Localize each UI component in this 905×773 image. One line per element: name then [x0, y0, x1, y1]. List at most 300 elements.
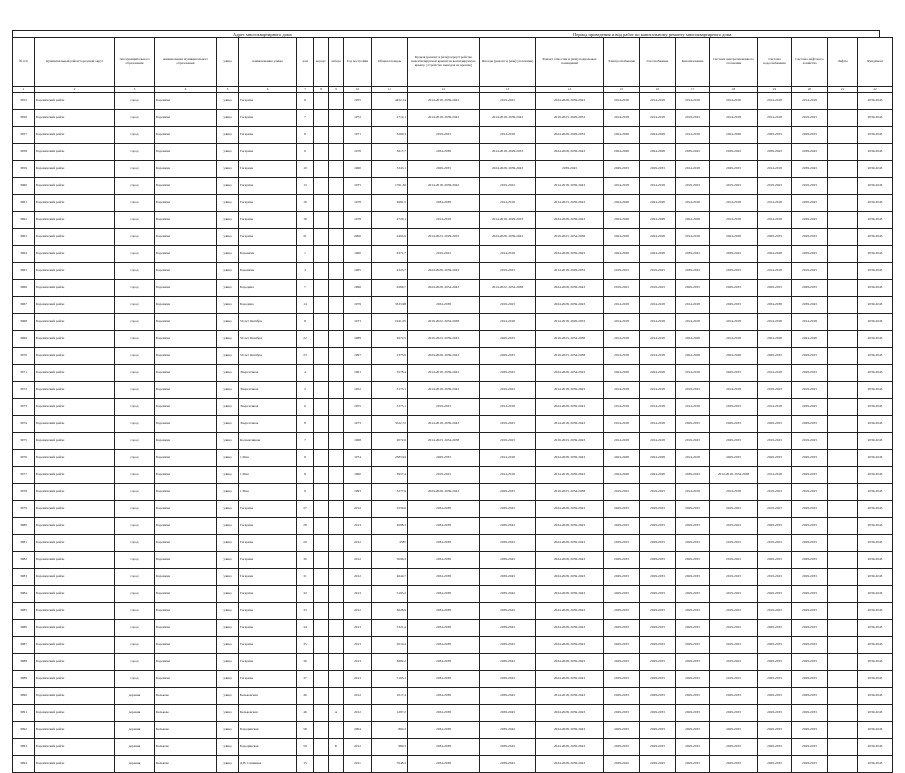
table-cell: 4452,14: [372, 93, 408, 110]
table-cell: город: [115, 637, 155, 654]
table-cell: 2039-2043: [858, 603, 893, 620]
table-cell: [314, 178, 329, 195]
table-cell: 2029-2033: [792, 569, 828, 586]
table-cell: Боровичский район: [35, 450, 115, 467]
table-cell: 2024-2028: [604, 144, 640, 161]
table-cell: Боровичи: [155, 280, 217, 297]
table-cell: [828, 297, 858, 314]
table-cell: город: [115, 586, 155, 603]
table-cell: [314, 722, 329, 739]
column-header: литера: [329, 38, 344, 87]
table-cell: 2039-2043: [858, 195, 893, 212]
table-cell: 2024-2028, 2039-2043: [536, 569, 604, 586]
table-cell: 2014-2018: [676, 229, 710, 246]
table-cell: 3955: [13, 93, 35, 110]
table-cell: Гагарина: [239, 518, 297, 535]
table-cell: 36: [297, 654, 314, 671]
capital-repair-table: [12, 37, 893, 773]
table-cell: Гагарина: [239, 127, 297, 144]
table-cell: 2014-2018: [480, 450, 536, 467]
table-cell: 2014-2018: [640, 331, 676, 348]
table-cell: 2039-2043: [480, 518, 536, 535]
table-cell: Гагарина: [239, 620, 297, 637]
table-cell: 2029-2033: [792, 637, 828, 654]
table-cell: Боровичский район: [35, 314, 115, 331]
table-cell: 2039-2043: [858, 93, 893, 110]
table-cell: Боровичи: [155, 178, 217, 195]
table-cell: 2014-2018, 2039-2043: [408, 365, 480, 382]
table-cell: 14: [297, 297, 314, 314]
table-cell: [828, 433, 858, 450]
table-cell: 2029-2033: [604, 552, 640, 569]
table-row: [13, 518, 893, 535]
table-cell: 2039-2043: [480, 535, 536, 552]
table-cell: 2029-2033: [792, 229, 828, 246]
table-cell: [314, 586, 329, 603]
table-cell: [329, 127, 344, 144]
table-cell: 3628,9: [372, 603, 408, 620]
table-cell: [314, 450, 329, 467]
table-cell: Боровичи: [155, 535, 217, 552]
table-cell: 2029-2033: [710, 722, 758, 739]
table-cell: 3968: [13, 314, 35, 331]
document-sheet: [12, 30, 884, 766]
table-cell: 2029-2033: [710, 399, 758, 416]
table-cell: [314, 280, 329, 297]
table-cell: 8: [297, 127, 314, 144]
table-cell: 2039-2043: [792, 297, 828, 314]
table-cell: [329, 484, 344, 501]
table-cell: 2039-2043: [792, 399, 828, 416]
table-cell: 1 Мая: [239, 484, 297, 501]
table-cell: 2029-2033: [604, 637, 640, 654]
table-cell: 2039-2043: [858, 671, 893, 688]
table-cell: [314, 501, 329, 518]
table-cell: 2014-2018: [758, 195, 792, 212]
table-cell: 5321,4: [372, 620, 408, 637]
table-row: [13, 195, 893, 212]
table-cell: 2024-2028, 2039-2043: [536, 280, 604, 297]
table-cell: [329, 433, 344, 450]
table-cell: 2024-2028, 2039-2043: [408, 348, 480, 365]
table-cell: Боровичский район: [35, 365, 115, 382]
table-cell: Боровичи: [155, 501, 217, 518]
table-cell: 4644,7: [372, 569, 408, 586]
table-cell: Боровичский район: [35, 416, 115, 433]
table-cell: 2014-2018, 2039-2043: [408, 93, 480, 110]
column-header: Фундамент: [858, 38, 893, 87]
table-cell: улица: [217, 365, 239, 382]
table-cell: 4: [297, 365, 314, 382]
table-cell: 46: [297, 705, 314, 722]
table-cell: [314, 161, 329, 178]
table-cell: 2019-2023: [710, 535, 758, 552]
table-cell: 13: [297, 178, 314, 195]
table-cell: 2034-2038: [408, 501, 480, 518]
table-cell: 2000: [344, 229, 372, 246]
table-cell: [314, 552, 329, 569]
table-cell: 2029-2033: [604, 705, 640, 722]
table-cell: 7648,3: [372, 756, 408, 773]
table-cell: 2029-2033: [676, 739, 710, 756]
table-cell: [329, 331, 344, 348]
table-cell: 2019-2023: [758, 484, 792, 501]
table-cell: 2029-2033: [604, 518, 640, 535]
table-cell: 2014-2018: [604, 382, 640, 399]
table-cell: 2029-2033: [676, 688, 710, 705]
table-cell: 3961: [13, 195, 35, 212]
column-header: Газоснабжение: [640, 38, 676, 87]
table-cell: 2029-2033: [640, 620, 676, 637]
column-number: 21: [828, 87, 858, 93]
table-cell: Боровичский район: [35, 110, 115, 127]
table-cell: 2019-2023: [758, 535, 792, 552]
table-cell: 46: [297, 688, 314, 705]
table-cell: [314, 212, 329, 229]
table-cell: 2014-2018: [710, 93, 758, 110]
table-cell: Боровичский район: [35, 280, 115, 297]
table-cell: 3956: [13, 110, 35, 127]
table-cell: 2019-2023: [710, 620, 758, 637]
table-cell: Боровичский район: [35, 195, 115, 212]
table-cell: 2024-2028, 2039-2043: [536, 637, 604, 654]
table-cell: [314, 671, 329, 688]
table-cell: Боровичи: [155, 161, 217, 178]
table-row: [13, 263, 893, 280]
table-cell: 2039-2043: [536, 161, 604, 178]
table-cell: 2029-2033: [792, 450, 828, 467]
table-cell: 2019-2023: [480, 382, 536, 399]
table-cell: [314, 416, 329, 433]
table-cell: 2029-2033: [758, 671, 792, 688]
table-cell: 2029-2033: [676, 586, 710, 603]
table-cell: 8: [297, 314, 314, 331]
table-cell: улица: [217, 229, 239, 246]
table-cell: 2039-2043: [858, 620, 893, 637]
table-cell: Боровичский район: [35, 586, 115, 603]
table-cell: деревня: [115, 739, 155, 756]
table-cell: [828, 314, 858, 331]
table-cell: 2019-2023: [604, 484, 640, 501]
table-row: [13, 688, 893, 705]
table-cell: 2014-2023, 2034-2038: [408, 433, 480, 450]
table-cell: 2039-2043: [480, 705, 536, 722]
table-cell: [828, 603, 858, 620]
table-cell: [329, 569, 344, 586]
table-cell: 2019-2023: [710, 501, 758, 518]
table-cell: улица: [217, 586, 239, 603]
table-cell: 2039-2043: [676, 144, 710, 161]
table-cell: 2029-2033: [758, 722, 792, 739]
column-header: Электроснабжение: [604, 38, 640, 87]
table-cell: 2039-2043: [858, 348, 893, 365]
table-cell: Гагарина: [239, 552, 297, 569]
table-row: [13, 399, 893, 416]
table-cell: 7: [297, 110, 314, 127]
table-cell: 2014-2018: [604, 331, 640, 348]
table-cell: 2039-2043: [792, 212, 828, 229]
table-cell: город: [115, 348, 155, 365]
table-cell: Гагарина: [239, 195, 297, 212]
table-cell: 2024-2028: [640, 246, 676, 263]
table-cell: 2024-2028: [710, 229, 758, 246]
table-cell: 1978: [344, 212, 372, 229]
table-cell: 2014-2018: [676, 93, 710, 110]
column-number: 13: [480, 87, 536, 93]
table-cell: улица: [217, 671, 239, 688]
table-cell: [329, 229, 344, 246]
table-cell: Боровичский район: [35, 620, 115, 637]
table-cell: 2029-2033: [792, 620, 828, 637]
table-cell: Боровичский район: [35, 467, 115, 484]
table-cell: 2029-2033: [758, 654, 792, 671]
table-cell: 2024-2028, 2039-2043: [536, 654, 604, 671]
table-cell: 2039-2043: [480, 722, 536, 739]
table-cell: Боровичи: [155, 416, 217, 433]
table-cell: 2014-2018: [676, 365, 710, 382]
table-cell: 2014-2018: [640, 178, 676, 195]
table-cell: город: [115, 93, 155, 110]
table-cell: 2039-2043: [710, 246, 758, 263]
table-cell: Гагарина: [239, 93, 297, 110]
table-cell: [828, 552, 858, 569]
table-cell: город: [115, 382, 155, 399]
table-cell: 2014-2018: [792, 93, 828, 110]
table-cell: улица: [217, 637, 239, 654]
table-cell: [329, 93, 344, 110]
table-cell: Боровичи: [155, 637, 217, 654]
table-cell: 2029-2033: [408, 161, 480, 178]
table-cell: город: [115, 195, 155, 212]
table-cell: 9: [297, 484, 314, 501]
table-cell: Бельково: [155, 739, 217, 756]
table-cell: 2029-2033: [758, 637, 792, 654]
table-cell: Боровичи: [155, 569, 217, 586]
table-cell: 2019-2023: [758, 178, 792, 195]
table-cell: 2034-2038: [758, 297, 792, 314]
table-cell: 18: [297, 212, 314, 229]
column-header: Система лифтового хозяйства: [792, 38, 828, 87]
table-cell: 2019-2023: [792, 484, 828, 501]
table-cell: Боровичский район: [35, 569, 115, 586]
table-cell: 2024-2028, 2034-2043: [408, 280, 480, 297]
table-cell: [828, 569, 858, 586]
table-cell: [314, 654, 329, 671]
table-cell: город: [115, 246, 155, 263]
table-cell: 2024-2028: [640, 467, 676, 484]
table-cell: 1997: [344, 348, 372, 365]
table-cell: 2029-2033: [640, 535, 676, 552]
table-cell: Бельково: [155, 756, 217, 773]
table-cell: 3983: [13, 569, 35, 586]
table-cell: 2029-2033: [676, 535, 710, 552]
table-cell: 1960: [344, 467, 372, 484]
table-cell: 3959: [13, 161, 35, 178]
table-cell: 1955: [344, 93, 372, 110]
table-cell: 5096,3: [372, 552, 408, 569]
table-cell: 3977: [13, 467, 35, 484]
table-cell: [329, 756, 344, 773]
table-cell: Боровичский район: [35, 178, 115, 195]
table-cell: [828, 450, 858, 467]
table-cell: 4404,9: [372, 229, 408, 246]
table-cell: 27: [297, 501, 314, 518]
table-cell: Боровичский район: [35, 637, 115, 654]
column-number: 10: [344, 87, 372, 93]
table-row: [13, 450, 893, 467]
table-cell: 2019-2023: [758, 603, 792, 620]
column-header: наименование муниципального образования: [155, 38, 217, 87]
table-cell: 2029-2033: [792, 467, 828, 484]
table-cell: 7: [297, 433, 314, 450]
table-cell: деревня: [115, 688, 155, 705]
table-cell: [329, 161, 344, 178]
table-cell: 16: [297, 195, 314, 212]
table-cell: 2014-2018: [758, 161, 792, 178]
table-cell: улица: [217, 416, 239, 433]
table-cell: 2024-2028: [640, 144, 676, 161]
table-cell: Боровичский район: [35, 348, 115, 365]
table-cell: [314, 195, 329, 212]
table-cell: 2024-2028, 2039-2043: [536, 586, 604, 603]
table-cell: город: [115, 433, 155, 450]
table-cell: 2024-2028: [604, 365, 640, 382]
table-cell: город: [115, 212, 155, 229]
table-cell: [314, 688, 329, 705]
table-cell: деревня: [115, 705, 155, 722]
table-cell: 7: [297, 280, 314, 297]
table-cell: улица: [217, 569, 239, 586]
table-cell: 2373,9: [372, 348, 408, 365]
table-cell: 2029-2033: [676, 722, 710, 739]
table-cell: Энергетиков: [239, 382, 297, 399]
table-cell: 2014-2018, 2029-2033: [480, 144, 536, 161]
table-cell: 3973: [13, 399, 35, 416]
table-cell: 2019-2023, 2029-2033: [536, 110, 604, 127]
table-cell: 2029-2033: [640, 637, 676, 654]
table-row: [13, 484, 893, 501]
table-cell: город: [115, 229, 155, 246]
table-cell: 2029-2033: [792, 586, 828, 603]
table-cell: 2029-2033: [604, 722, 640, 739]
table-cell: Боровичский район: [35, 93, 115, 110]
table-cell: 2024-2028: [640, 229, 676, 246]
table-cell: 2014-2018: [758, 93, 792, 110]
table-cell: 2039-2043: [858, 569, 893, 586]
table-cell: 58: [297, 722, 314, 739]
table-cell: 1941,05: [372, 314, 408, 331]
table-cell: 2014-2018: [604, 399, 640, 416]
table-cell: 2029-2033: [792, 603, 828, 620]
table-cell: 2039-2043: [792, 246, 828, 263]
table-cell: 2024-2028, 2039-2043: [536, 399, 604, 416]
table-cell: город: [115, 518, 155, 535]
table-cell: 2024-2028: [604, 246, 640, 263]
table-cell: 2024-2028, 2039-2043: [536, 144, 604, 161]
table-cell: 2014-2018: [676, 297, 710, 314]
table-row: [13, 637, 893, 654]
table-cell: улица: [217, 756, 239, 773]
table-cell: 2029-2033: [604, 501, 640, 518]
table-cell: 3980: [13, 518, 35, 535]
table-cell: Боровичи: [155, 93, 217, 110]
table-cell: Боровичи: [155, 484, 217, 501]
table-cell: 1993: [344, 484, 372, 501]
table-cell: 2029-2033: [604, 535, 640, 552]
table-cell: 2014-2018: [640, 433, 676, 450]
table-cell: 4981,5: [372, 195, 408, 212]
table-cell: 2012: [344, 705, 372, 722]
table-cell: 2039-2043: [480, 620, 536, 637]
column-number: 12: [408, 87, 480, 93]
table-cell: 2024-2028, 2039-2043: [536, 722, 604, 739]
table-cell: город: [115, 127, 155, 144]
table-cell: 3987: [13, 637, 35, 654]
table-cell: [314, 229, 329, 246]
table-cell: 2039-2043: [858, 433, 893, 450]
address-group-header: Адрес многоквартирного дома: [233, 32, 292, 37]
column-header: корпус: [314, 38, 329, 87]
table-cell: 2029-2033: [710, 263, 758, 280]
table-cell: 3975: [13, 433, 35, 450]
table-cell: 2029-2033: [758, 280, 792, 297]
table-cell: 2019-2023: [792, 178, 828, 195]
table-cell: 3982: [13, 552, 35, 569]
table-cell: [314, 620, 329, 637]
table-cell: 2029-2033: [792, 365, 828, 382]
table-cell: 2014-2018: [676, 399, 710, 416]
table-cell: улица: [217, 433, 239, 450]
table-cell: 32: [297, 586, 314, 603]
table-cell: 2559,6: [372, 501, 408, 518]
table-cell: 37: [297, 671, 314, 688]
table-cell: 2014-2018, 2039-2043: [408, 382, 480, 399]
table-cell: 2012: [344, 552, 372, 569]
table-row: [13, 739, 893, 756]
table-cell: Боровичский район: [35, 229, 115, 246]
table-cell: 2029-2033: [640, 161, 676, 178]
table-cell: 2014-2018, 2039-2043: [536, 382, 604, 399]
table-cell: [329, 620, 344, 637]
table-cell: Боровичи: [155, 620, 217, 637]
table-cell: 2029-2033: [604, 603, 640, 620]
table-header: [13, 38, 893, 87]
table-cell: 2014-2018: [480, 195, 536, 212]
column-number: 22: [858, 87, 893, 93]
table-cell: 1: [297, 246, 314, 263]
table-cell: 2029-2033: [640, 518, 676, 535]
table-row: [13, 246, 893, 263]
table-cell: [329, 501, 344, 518]
table-cell: 35: [297, 637, 314, 654]
table-cell: [314, 467, 329, 484]
table-cell: 2019-2023: [480, 433, 536, 450]
table-cell: 2014-2018: [758, 263, 792, 280]
table-cell: [828, 110, 858, 127]
table-cell: 2039-2043: [858, 450, 893, 467]
table-cell: 50 лет Октября: [239, 348, 297, 365]
table-cell: 2014-2018: [676, 484, 710, 501]
table-cell: 2019-2023: [640, 263, 676, 280]
column-number: 17: [676, 87, 710, 93]
table-cell: [828, 688, 858, 705]
table-cell: 2014-2018, 2034-2038: [710, 467, 758, 484]
table-cell: 2014-2018, 2029-2033: [536, 263, 604, 280]
table-cell: 3966: [13, 280, 35, 297]
table-cell: Боровичи: [155, 212, 217, 229]
table-cell: 2019-2023, 2034-2038: [536, 348, 604, 365]
table-cell: 2014-2018: [676, 314, 710, 331]
